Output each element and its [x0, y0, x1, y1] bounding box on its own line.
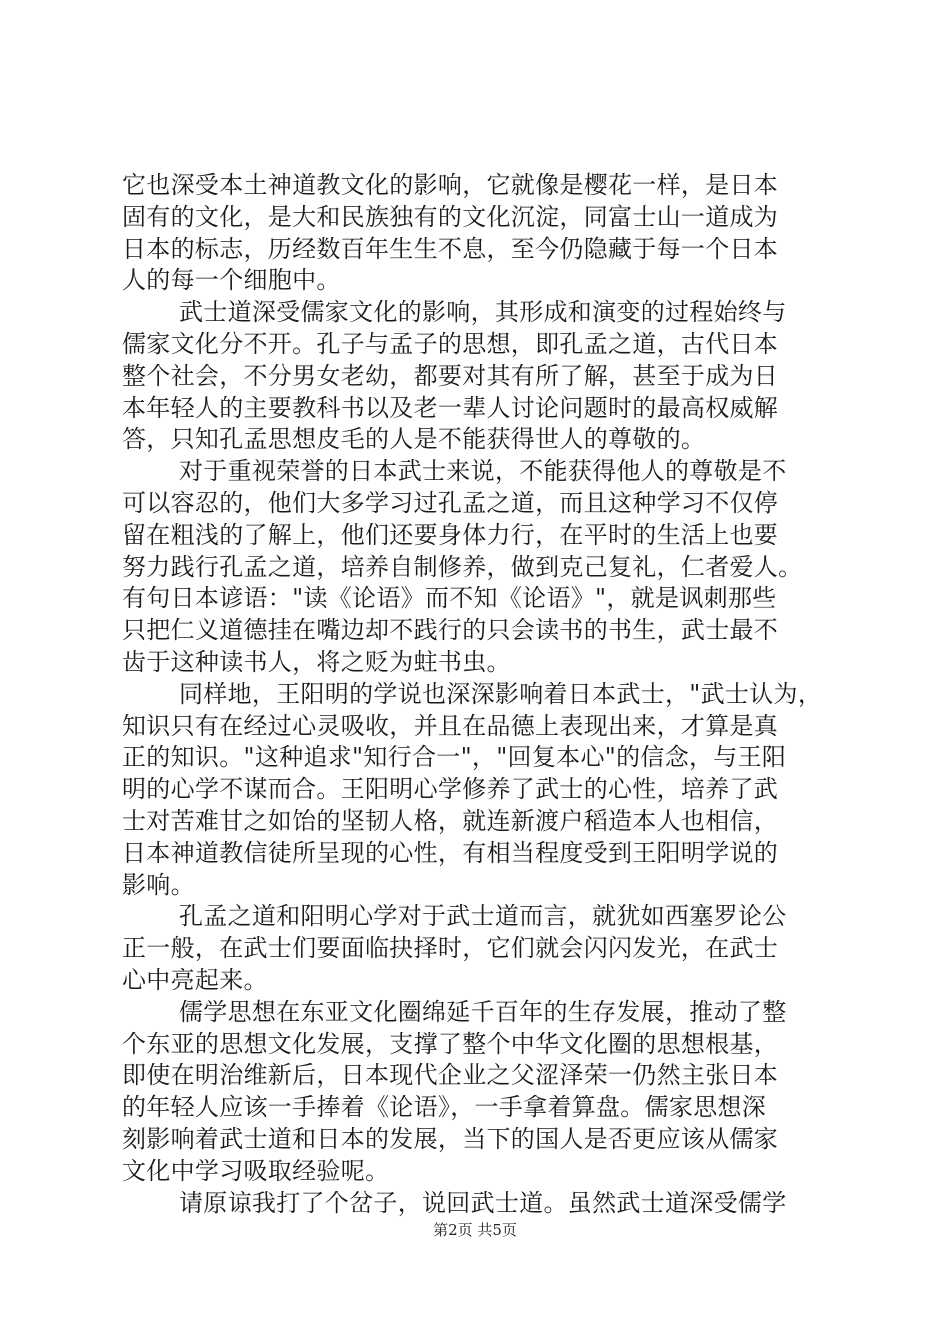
text-line: 心中亮起来。 [122, 965, 268, 994]
text-line: 日本神道教信徒所呈现的心性，有相当程度受到王阳明学说的 [122, 838, 779, 867]
text-line: 答，只知孔孟思想皮毛的人是不能获得世人的尊敬的。 [122, 425, 706, 454]
text-line: 正一般，在武士们要面临抉择时，它们就会闪闪发光，在武士 [122, 934, 779, 963]
page-footer [0, 1219, 950, 1240]
text-line: 的年轻人应该一手捧着《论语》，一手拿着算盘。儒家思想深 [122, 1093, 767, 1122]
text-line: 儒学思想在东亚文化圈绵延千百年的生存发展，推动了整 [179, 997, 787, 1026]
text-line: 固有的文化，是大和民族独有的文化沉淀，同富士山一道成为 [122, 202, 779, 231]
text-line: 努力践行孔孟之道，培养自制修养，做到克己复礼，仁者爱人。 [122, 552, 803, 581]
text-line: 刻影响着武士道和日本的发展，当下的国人是否更应该从儒家 [122, 1124, 779, 1153]
text-line: 只把仁义道德挂在嘴边却不践行的只会读书的书生，武士最不 [122, 616, 779, 645]
text-line: 个东亚的思想文化发展，支撑了整个中华文化圈的思想根基， [122, 1029, 779, 1058]
text-line: 孔孟之道和阳明心学对于武士道而言，就犹如西塞罗论公 [179, 902, 787, 931]
text-line: 整个社会，不分男女老幼，都要对其有所了解，甚至于成为日 [122, 361, 779, 390]
text-line: 士对苦难甘之如饴的坚韧人格，就连新渡户稻造本人也相信， [122, 806, 779, 835]
text-line: 同样地，王阳明的学说也深深影响着日本武士，"武士认为， [179, 679, 823, 708]
text-line: 人的每一个细胞中。 [122, 266, 341, 295]
text-line: 有句日本谚语："读《论语》而不知《论语》"，就是讽刺那些 [122, 584, 777, 613]
text-line: 对于重视荣誉的日本武士来说，不能获得他人的尊敬是不 [179, 457, 787, 486]
text-line: 明的心学不谋而合。王阳明心学修养了武士的心性，培养了武 [122, 775, 779, 804]
text-line: 知识只有在经过心灵吸收，并且在品德上表现出来，才算是真 [122, 711, 779, 740]
text-line: 武士道深受儒家文化的影响，其形成和演变的过程始终与 [179, 298, 787, 327]
text-line: 齿于这种读书人，将之贬为蛀书虫。 [122, 647, 511, 676]
text-line: 可以容忍的，他们大多学习过孔孟之道，而且这种学习不仅停 [122, 488, 779, 517]
page-number-label: 第2页 共5页 [433, 1221, 517, 1239]
text-line: 它也深受本土神道教文化的影响，它就像是樱花一样，是日本 [122, 171, 779, 199]
text-line: 本年轻人的主要教科书以及老一辈人讨论问题时的最高权威解 [122, 393, 779, 422]
text-line: 即使在明治维新后，日本现代企业之父涩泽荣一仍然主张日本 [122, 1061, 779, 1090]
text-line: 文化中学习吸取经验呢。 [122, 1156, 390, 1185]
text-line: 请原谅我打了个岔子，说回武士道。虽然武士道深受儒学 [179, 1188, 787, 1217]
text-line: 影响。 [122, 870, 195, 899]
text-line: 留在粗浅的了解上，他们还要身体力行，在平时的生活上也要 [122, 520, 779, 549]
document-body [122, 170, 842, 1219]
text-line: 日本的标志，历经数百年生生不息，至今仍隐藏于每一个日本 [122, 234, 779, 263]
text-line: 儒家文化分不开。孔子与孟子的思想，即孔孟之道，古代日本 [122, 329, 779, 358]
text-line: 正的知识。"这种追求"知行合一"，"回复本心"的信念，与王阳 [122, 743, 787, 772]
